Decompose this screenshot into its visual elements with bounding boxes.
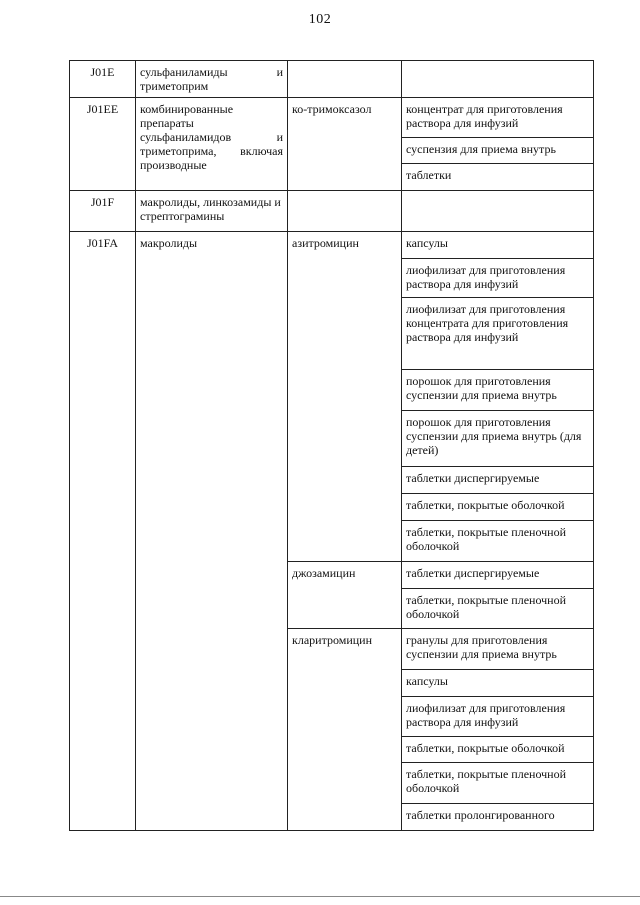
dosage-form: капсулы	[402, 232, 594, 259]
dosage-form: гранулы для приготовления суспензии для приема внутрь	[402, 629, 594, 670]
atc-code: J01F	[70, 191, 136, 232]
atc-group-name: макролиды, линкозамиды и стрептограмины	[136, 191, 288, 232]
dosage-form-cell	[402, 191, 594, 232]
dosage-form: порошок для приготовления суспензии для приема внутрь	[402, 370, 594, 411]
dosage-form: лиофилизат для приготовления раствора для инфузий	[402, 259, 594, 298]
drug-name-cell	[288, 61, 402, 98]
table-row	[70, 191, 594, 232]
dosage-form: таблетки, покрытые пленочной оболочкой	[402, 763, 594, 804]
dosage-form: капсулы	[402, 670, 594, 697]
dosage-form: лиофилизат для приготовления раствора для инфузий	[402, 697, 594, 737]
table-row	[70, 61, 594, 98]
drug-classification-table	[69, 60, 594, 831]
drug-name: джозамицин	[288, 562, 402, 629]
atc-code: J01FA	[70, 232, 136, 831]
drug-name: азитромицин	[288, 232, 402, 562]
atc-group-name: макролиды	[136, 232, 288, 831]
atc-code: J01EE	[70, 98, 136, 191]
dosage-form: таблетки диспергируемые	[402, 562, 594, 589]
table-row	[70, 98, 594, 138]
table-row	[70, 232, 594, 259]
page-bottom-rule	[0, 896, 640, 897]
page-number: 102	[308, 12, 332, 27]
dosage-form: таблетки, покрытые пленочной оболочкой	[402, 521, 594, 562]
dosage-form: таблетки пролонгированного	[402, 804, 594, 831]
dosage-form: таблетки диспергируемые	[402, 467, 594, 494]
dosage-form: таблетки	[402, 164, 594, 191]
drug-name-cell	[288, 191, 402, 232]
drug-name: ко-тримоксазол	[288, 98, 402, 191]
dosage-form: суспензия для приема внутрь	[402, 138, 594, 164]
dosage-form: порошок для приготовления суспензии для приема внутрь (для детей)	[402, 411, 594, 467]
dosage-form: таблетки, покрытые оболочкой	[402, 737, 594, 763]
dosage-form: концентрат для приготовления раствора для инфузий	[402, 98, 594, 138]
drug-name: кларитромицин	[288, 629, 402, 831]
dosage-form: таблетки, покрытые оболочкой	[402, 494, 594, 521]
dosage-form-cell	[402, 61, 594, 98]
atc-group-name: комбинированные препараты сульфаниламидов и триметоприма, включая производные	[136, 98, 288, 191]
dosage-form: таблетки, покрытые пленочной оболочкой	[402, 589, 594, 629]
atc-group-name: сульфаниламиды и триметоприм	[136, 61, 288, 98]
atc-code: J01E	[70, 61, 136, 98]
dosage-form: лиофилизат для приготовления концентрата для приготовления раствора для инфузий	[402, 298, 594, 370]
